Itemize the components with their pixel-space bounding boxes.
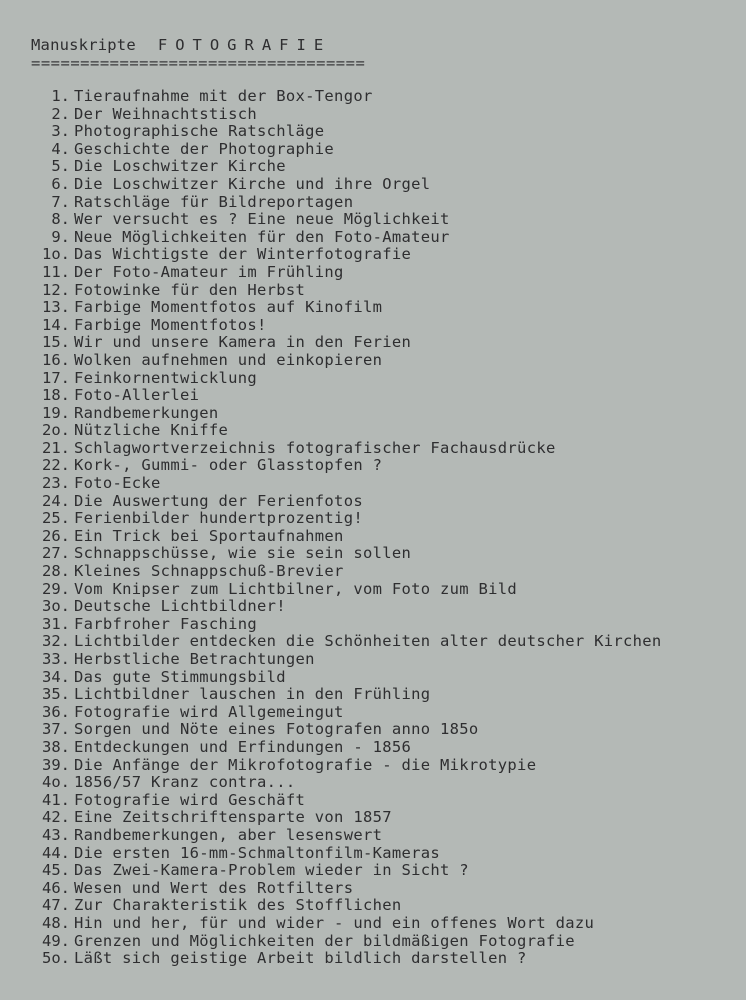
- item-number: 19.: [42, 403, 70, 422]
- list-item: [36, 88, 662, 106]
- list-item: [36, 669, 662, 687]
- item-title: Kleines Schnappschuß-Brevier: [74, 562, 344, 581]
- list-item: [36, 282, 662, 300]
- item-title: Ferienbilder hundertprozentig!: [74, 509, 363, 528]
- list-item: [36, 581, 662, 599]
- list-item: [36, 651, 662, 669]
- item-title: Nützliche Kniffe: [74, 421, 229, 440]
- list-item: [36, 950, 662, 968]
- item-title: Randbemerkungen: [74, 403, 219, 422]
- item-number: 11.: [42, 262, 70, 281]
- item-title: Die Loschwitzer Kirche und ihre Orgel: [74, 174, 431, 193]
- item-number: 2.: [51, 104, 70, 123]
- list-item: [36, 440, 662, 458]
- manuscript-list: [36, 88, 662, 968]
- item-number: 14.: [42, 315, 70, 334]
- item-title: Photographische Ratschläge: [74, 122, 325, 141]
- item-title: Das Wichtigste der Winterfotografie: [74, 245, 412, 264]
- item-title: Fotowinke für den Herbst: [74, 280, 306, 299]
- list-item: [36, 792, 662, 810]
- list-item: [36, 845, 662, 863]
- item-number: 47.: [42, 896, 70, 915]
- list-item: [36, 510, 662, 528]
- item-number: 13.: [42, 298, 70, 317]
- item-number: 12.: [42, 280, 70, 299]
- item-number: 28.: [42, 562, 70, 581]
- list-item: [36, 704, 662, 722]
- item-number: 37.: [42, 720, 70, 739]
- item-title: Schnappschüsse, wie sie sein sollen: [74, 544, 412, 563]
- item-number: 22.: [42, 456, 70, 475]
- list-item: [36, 686, 662, 704]
- item-title: Wolken aufnehmen und einkopieren: [74, 350, 383, 369]
- item-title: Foto-Ecke: [74, 474, 161, 493]
- item-title: Der Weihnachtstisch: [74, 104, 258, 123]
- item-number: 42.: [42, 808, 70, 827]
- item-number: 44.: [42, 843, 70, 862]
- list-item: [36, 528, 662, 546]
- list-item: [36, 563, 662, 581]
- item-number: 1o.: [42, 245, 70, 264]
- item-number: 26.: [42, 526, 70, 545]
- item-title: Der Foto-Amateur im Frühling: [74, 262, 344, 281]
- item-title: Lichtbildner lauschen in den Frühling: [74, 685, 431, 704]
- item-number: 5o.: [42, 949, 70, 968]
- item-title: Vom Knipser zum Lichtbilner, vom Foto zum Bild: [74, 579, 518, 598]
- item-number: 29.: [42, 579, 70, 598]
- item-number: 17.: [42, 368, 70, 387]
- item-title: Die Auswertung der Ferienfotos: [74, 491, 363, 510]
- list-item: [36, 475, 662, 493]
- item-title: Eine Zeitschriftensparte von 1857: [74, 808, 392, 827]
- item-number: 43.: [42, 825, 70, 844]
- item-number: 8.: [51, 210, 70, 229]
- item-number: 36.: [42, 702, 70, 721]
- list-item: [36, 387, 662, 405]
- item-title: Ratschläge für Bildreportagen: [74, 192, 354, 211]
- item-title: Hin und her, für und wider - und ein offenes Wort dazu: [74, 913, 595, 932]
- item-title: Die ersten 16-mm-Schmaltonfilm-Kameras: [74, 843, 441, 862]
- list-item: [36, 915, 662, 933]
- list-item: [36, 809, 662, 827]
- list-item: [36, 721, 662, 739]
- list-item: [36, 827, 662, 845]
- list-item: [36, 616, 662, 634]
- item-title: Feinkornentwicklung: [74, 368, 258, 387]
- item-title: Wer versucht es ? Eine neue Möglichkeit: [74, 210, 450, 229]
- list-item: [36, 370, 662, 388]
- list-item: [36, 493, 662, 511]
- item-title: Wir und unsere Kamera in den Ferien: [74, 333, 412, 352]
- item-title: Deutsche Lichtbildner!: [74, 597, 286, 616]
- list-item: [36, 598, 662, 616]
- item-number: 6.: [51, 174, 70, 193]
- item-title: Grenzen und Möglichkeiten der bildmäßigen Fotografie: [74, 931, 575, 950]
- list-item: [36, 633, 662, 651]
- item-number: 21.: [42, 438, 70, 457]
- list-item: [36, 862, 662, 880]
- item-number: 41.: [42, 790, 70, 809]
- item-title: Ein Trick bei Sportaufnahmen: [74, 526, 344, 545]
- list-item: [36, 211, 662, 229]
- item-number: 4o.: [42, 773, 70, 792]
- item-number: 33.: [42, 650, 70, 668]
- item-number: 4.: [51, 139, 70, 158]
- list-item: [36, 933, 662, 951]
- list-item: [36, 774, 662, 792]
- item-title: Schlagwortverzeichnis fotografischer Fachausdrücke: [74, 438, 556, 457]
- item-title: Entdeckungen und Erfindungen - 1856: [74, 737, 412, 756]
- item-number: 15.: [42, 333, 70, 352]
- item-number: 38.: [42, 737, 70, 756]
- item-number: 9.: [51, 227, 70, 246]
- item-title: Das gute Stimmungsbild: [74, 667, 286, 686]
- list-item: [36, 739, 662, 757]
- list-item: [36, 106, 662, 124]
- list-item: [36, 757, 662, 775]
- item-title: Läßt sich geistige Arbeit bildlich darstellen ?: [74, 949, 527, 968]
- item-title: Tieraufnahme mit der Box-Tengor: [74, 87, 373, 105]
- list-item: [36, 246, 662, 264]
- item-number: 48.: [42, 913, 70, 932]
- item-title: Farbfroher Fasching: [74, 614, 258, 633]
- item-number: 39.: [42, 755, 70, 774]
- list-item: [36, 317, 662, 335]
- item-title: 1856/57 Kranz contra...: [74, 773, 296, 792]
- list-item: [36, 141, 662, 159]
- item-title: Lichtbilder entdecken die Schönheiten alter deutscher Kirchen: [74, 632, 662, 651]
- page-title: FOTOGRAFIE: [157, 36, 332, 54]
- list-item: [36, 299, 662, 317]
- item-title: Herbstliche Betrachtungen: [74, 650, 315, 668]
- item-number: 35.: [42, 685, 70, 704]
- item-title: Geschichte der Photographie: [74, 139, 335, 158]
- item-number: 3.: [51, 122, 70, 141]
- item-number: 7.: [51, 192, 70, 211]
- item-title: Randbemerkungen, aber lesenswert: [74, 825, 383, 844]
- item-title: Die Anfänge der Mikrofotografie - die Mikrotypie: [74, 755, 537, 774]
- item-title: Farbige Momentfotos!: [74, 315, 267, 334]
- list-item: [36, 123, 662, 141]
- item-number: 16.: [42, 350, 70, 369]
- item-title: Fotografie wird Geschäft: [74, 790, 306, 809]
- item-number: 45.: [42, 861, 70, 880]
- item-title: Farbige Momentfotos auf Kinofilm: [74, 298, 383, 317]
- item-title: Kork-, Gummi- oder Glasstopfen ?: [74, 456, 383, 475]
- item-number: 46.: [42, 878, 70, 897]
- item-title: Foto-Allerlei: [74, 386, 200, 405]
- item-number: 1.: [51, 87, 70, 105]
- item-number: 3o.: [42, 597, 70, 616]
- list-item: [36, 880, 662, 898]
- list-item: [36, 264, 662, 282]
- item-title: Wesen und Wert des Rotfilters: [74, 878, 354, 897]
- item-number: 23.: [42, 474, 70, 493]
- item-title: Neue Möglichkeiten für den Foto-Amateur: [74, 227, 450, 246]
- item-number: 32.: [42, 632, 70, 651]
- list-item: [36, 229, 662, 247]
- item-title: Sorgen und Nöte eines Fotografen anno 185o: [74, 720, 479, 739]
- list-item: [36, 352, 662, 370]
- list-item: [36, 422, 662, 440]
- item-number: 34.: [42, 667, 70, 686]
- header-label: Manuskripte: [31, 36, 136, 54]
- item-number: 24.: [42, 491, 70, 510]
- list-item: [36, 545, 662, 563]
- item-number: 5.: [51, 157, 70, 176]
- list-item: [36, 176, 662, 194]
- page-heading: [31, 36, 331, 54]
- item-number: 27.: [42, 544, 70, 563]
- list-item: [36, 334, 662, 352]
- list-item: [36, 457, 662, 475]
- item-number: 49.: [42, 931, 70, 950]
- double-underline: ==================================: [31, 54, 366, 72]
- item-number: 2o.: [42, 421, 70, 440]
- list-item: [36, 194, 662, 212]
- list-item: [36, 897, 662, 915]
- item-number: 25.: [42, 509, 70, 528]
- item-title: Die Loschwitzer Kirche: [74, 157, 286, 176]
- item-number: 18.: [42, 386, 70, 405]
- item-title: Zur Charakteristik des Stofflichen: [74, 896, 402, 915]
- list-item: [36, 158, 662, 176]
- item-number: 31.: [42, 614, 70, 633]
- list-item: [36, 405, 662, 423]
- item-title: Fotografie wird Allgemeingut: [74, 702, 344, 721]
- item-title: Das Zwei-Kamera-Problem wieder in Sicht ?: [74, 861, 469, 880]
